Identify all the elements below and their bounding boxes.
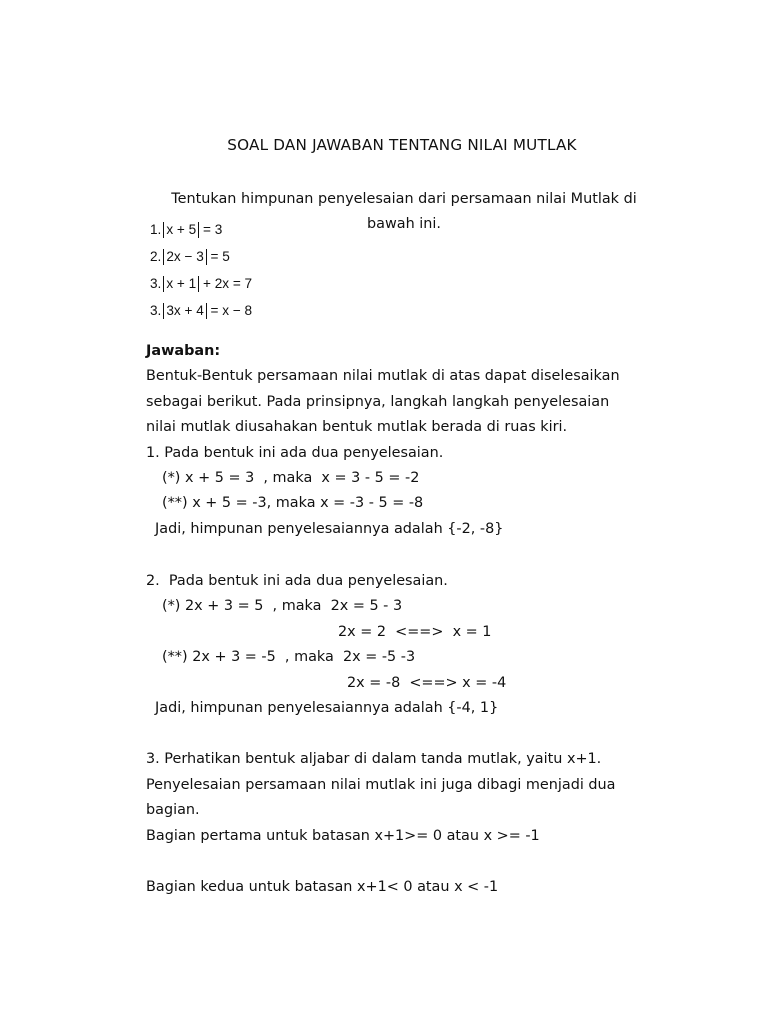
equation-rest: = 5	[210, 249, 230, 264]
equation-rest: = 3	[202, 222, 223, 237]
result-line: Jadi, himpunan penyelesaiannya adalah {-2, -8}	[155, 521, 504, 537]
absolute-value: x + 5	[163, 222, 199, 238]
solution-line: (**) x + 5 = -3, maka x = -3 - 5 = -8	[162, 495, 424, 511]
absolute-value: 3x + 4	[163, 303, 206, 319]
equation-4	[150, 303, 252, 319]
equation-number: 2.	[150, 249, 162, 264]
paragraph-line: nilai mutlak diusahakan bentuk mutlak berada di ruas kiri.	[146, 419, 568, 435]
step-heading-1: 1. Pada bentuk ini ada dua penyelesaian.	[146, 445, 444, 461]
result-line: Jadi, himpunan penyelesaiannya adalah {-4, 1}	[155, 700, 499, 716]
equation-2	[150, 249, 230, 265]
solution-line: 2x = 2 <==> x = 1	[338, 624, 492, 640]
answer-heading: Jawaban:	[146, 343, 221, 359]
equation-number: 3.	[150, 276, 162, 291]
solution-line: (*) x + 5 = 3 , maka x = 3 - 5 = -2	[162, 470, 420, 486]
equation-3	[150, 276, 252, 292]
page-title: SOAL DAN JAWABAN TENTANG NILAI MUTLAK	[227, 136, 577, 154]
paragraph-line: Bagian kedua untuk batasan x+1< 0 atau x < -1	[146, 879, 499, 895]
paragraph-line: Penyelesaian persamaan nilai mutlak ini juga dibagi menjadi dua	[146, 777, 616, 793]
paragraph-line: sebagai berikut. Pada prinsipnya, langkah langkah penyelesaian	[146, 394, 610, 410]
solution-line: (*) 2x + 3 = 5 , maka 2x = 5 - 3	[162, 598, 403, 614]
equation-number: 1.	[150, 222, 162, 237]
paragraph-line: Bagian pertama untuk batasan x+1>= 0 atau x >= -1	[146, 828, 540, 844]
paragraph-line: Bentuk-Bentuk persamaan nilai mutlak di atas dapat diselesaikan	[146, 368, 620, 384]
equation-rest: = x − 8	[210, 303, 253, 318]
equation-rest: + 2x = 7	[202, 276, 253, 291]
step-heading-3: 3. Perhatikan bentuk aljabar di dalam tanda mutlak, yaitu x+1.	[146, 751, 602, 767]
solution-line: 2x = -8 <==> x = -4	[347, 675, 507, 691]
paragraph-line: bagian.	[146, 802, 200, 818]
equation-1	[150, 222, 222, 238]
intro-text: Tentukan himpunan penyelesaian dari persamaan nilai Mutlak di bawah ini.	[171, 191, 637, 232]
step-heading-2: 2. Pada bentuk ini ada dua penyelesaian.	[146, 573, 448, 589]
absolute-value: x + 1	[163, 276, 199, 292]
equation-number: 3.	[150, 303, 162, 318]
solution-line: (**) 2x + 3 = -5 , maka 2x = -5 -3	[162, 649, 416, 665]
absolute-value: 2x − 3	[163, 249, 206, 265]
